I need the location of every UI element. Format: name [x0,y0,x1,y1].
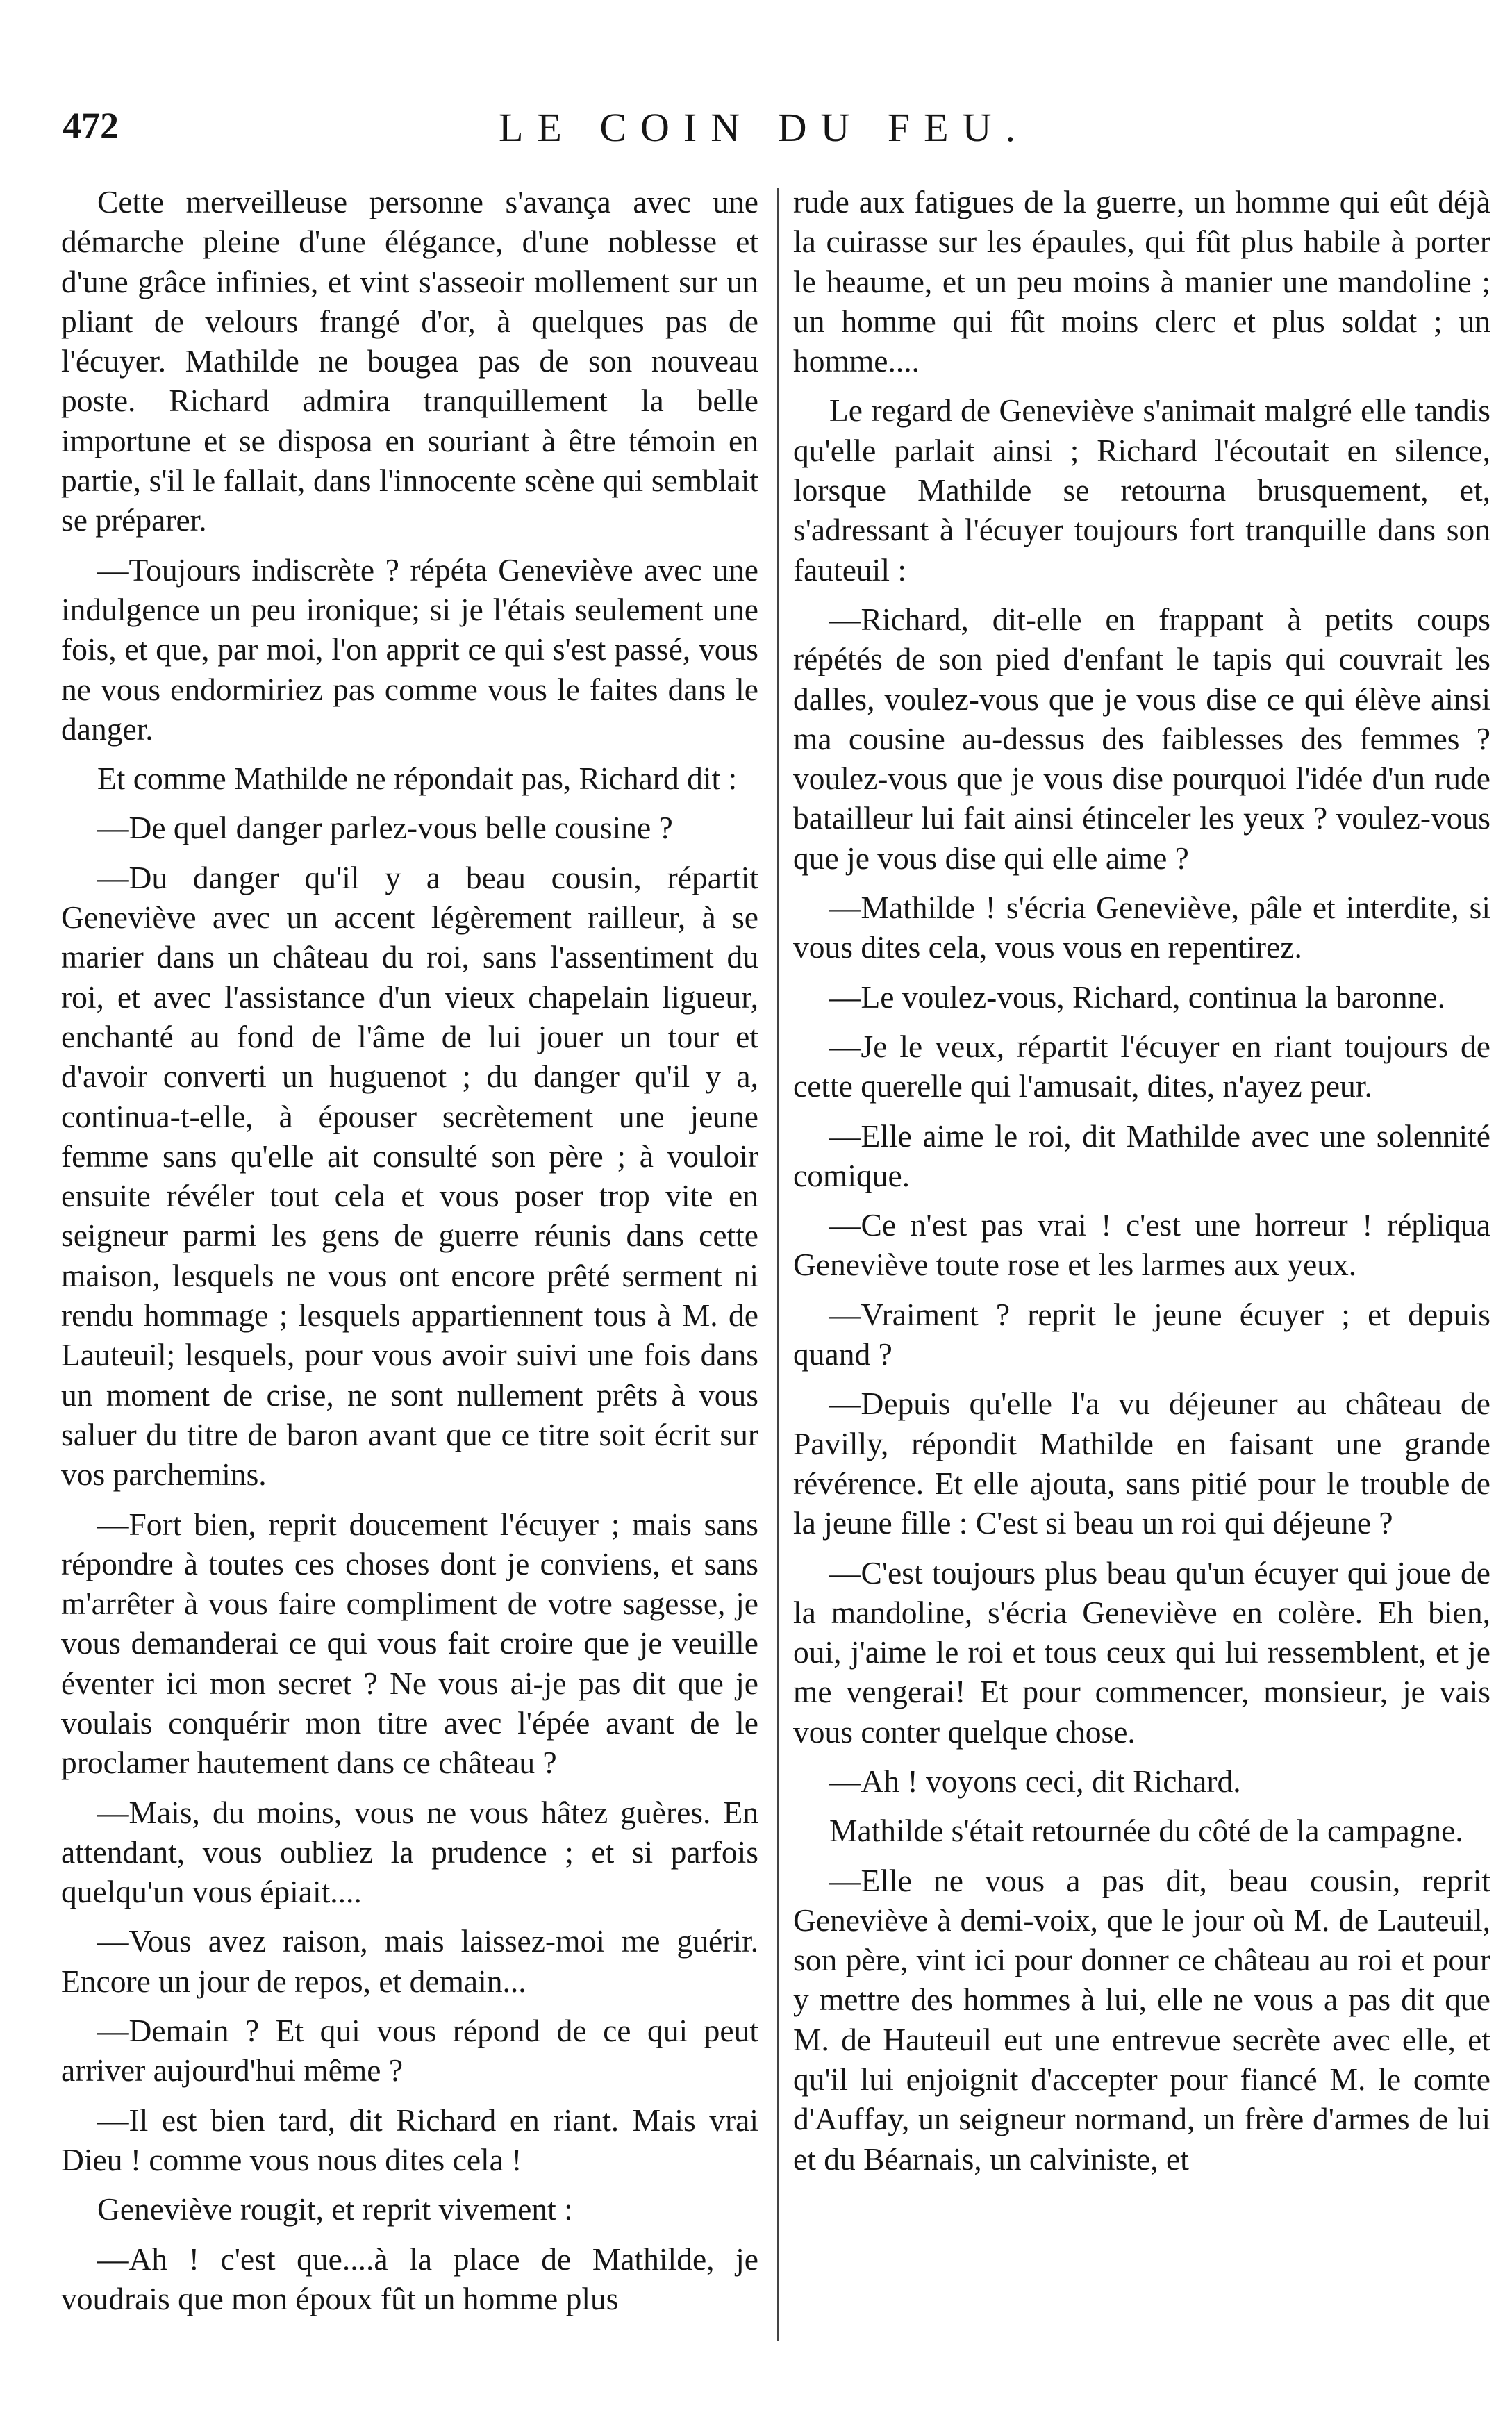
paragraph: —De quel danger parlez-vous belle cousine ? [97,810,673,846]
paragraph: —Depuis qu'elle l'a vu déjeuner au château de Pavilly, répondit Mathilde en faisant une grande révérence. Et elle ajouta, sans pitié pour le trouble de la jeune fille : C'est si beau un roi qui déjeune ? [793,1386,1490,1541]
paragraph: —Elle ne vous a pas dit, beau cousin, reprit Geneviève à demi-voix, que le jour où M. de Lauteuil, son père, vint ici pour donner ce château au roi et pour y mettre des hommes à lui, elle ne vous a pas dit que M. de Hauteuil eut une entrevue secrète avec elle, et qu'il lui enjoignit d'accepter pour fiancé M. le comte d'Auffay, un seigneur normand, un frère d'armes de lui et du Béarnais, un calviniste, et [793,1862,1490,2177]
paragraph: —Ah ! voyons ceci, dit Richard. [829,1763,1241,1799]
paragraph: —Mais, du moins, vous ne vous hâtez guères. En attendant, vous oubliez la prudence ; et si parfois quelqu'un vous épiait.... [61,1794,758,1910]
paragraph: Geneviève rougit, et reprit vivement : [97,2191,573,2227]
right-column [793,182,1490,2189]
paragraph: Mathilde s'était retournée du côté de la campagne. [829,1813,1463,1849]
paragraph: —Demain ? Et qui vous répond de ce qui peut arriver aujourd'hui même ? [61,2013,758,2089]
paragraph: —Je le veux, répartit l'écuyer en riant toujours de cette querelle qui l'amusait, dites, n'ayez peur. [793,1028,1490,1104]
paragraph: —Toujours indiscrète ? répéta Geneviève avec une indulgence un peu ironique; si je l'étais seulement une fois, et que, par moi, l'on apprit ce qui s'est passé, vous ne vous endormiriez pas comme vous le faites dans le danger. [61,551,758,747]
paragraph: —Ce n'est pas vrai ! c'est une horreur ! répliqua Geneviève toute rose et les larmes aux yeux. [793,1207,1490,1283]
paragraph: —C'est toujours plus beau qu'un écuyer qui joue de la mandoline, s'écria Geneviève en colère. Eh bien, oui, j'aime le roi et tous ceux qui lui ressemblent, et je me vengerai! Et pour commencer, monsieur, je vais vous conter quelque chose. [793,1554,1490,1750]
paragraph: —Fort bien, reprit doucement l'écuyer ; mais sans répondre à toutes ces choses dont je conviens, et sans m'arrêter à vous faire compliment de votre sagesse, je vous demanderai ce qui vous fait croire que je veuille éventer ici mon secret ? Ne vous ai-je pas dit que je voulais conquérir mon titre avec l'épée avant de le proclamer hautement dans ce château ? [61,1506,758,1781]
page-number: 472 [63,105,119,147]
paragraph: —Du danger qu'il y a beau cousin, répartit Geneviève avec un accent légèrement railleur, à se marier dans un château du roi, sans l'assentiment du roi, et avec l'assistance d'un vieux chapelain ligueur, enchanté au fond de l'âme de lui jouer un tour et d'avoir converti un huguenot ; du danger qu'il y a, continua-t-elle, à épouser secrètement une jeune femme sans qu'elle ait consulté son père ; à vouloir ensuite révéler tout cela et vous poser trop vite en seigneur parmi les gens de guerre réunis dans cette maison, lesquels ne vous ont encore prêté serment ni rendu hommage ; lesquels appartiennent tous à M. de Lauteuil; lesquels, pour vous avoir suivi une fois dans un moment de crise, ne sont nullement prêts à vous saluer du titre de baron avant que ce titre soit écrit sur vos parchemins. [61,859,758,1493]
paragraph: —Le voulez-vous, Richard, continua la baronne. [829,979,1445,1015]
paragraph: —Ah ! c'est que....à la place de Mathilde, je voudrais que mon époux fût un homme plus [61,2241,758,2316]
continued-paragraph: rude aux fatigues de la guerre, un homme qui eût déjà la cuirasse sur les épaules, qui fût plus habile à porter le heaume, et un peu moins à manier une mandoline ; un homme qui fût moins clerc et plus soldat ; un homme.... [793,184,1490,379]
paragraph: —Vraiment ? reprit le jeune écuyer ; et depuis quand ? [793,1296,1490,1372]
running-title: LE COIN DU FEU. [499,105,1029,150]
paragraph: —Richard, dit-elle en frappant à petits coups répétés de son pied d'enfant le tapis qui couvrait les dalles, voulez-vous que je vous dise ce qui élève ainsi ma cousine au-dessus des faiblesses des femmes ? voulez-vous que je vous dise pourquoi l'idée d'un rude batailleur lui fait ainsi étinceler les yeux ? voulez-vous que je vous dise qui elle aime ? [793,601,1490,876]
left-column [61,182,758,2328]
paragraph: Et comme Mathilde ne répondait pas, Richard dit : [97,761,738,797]
paragraph: —Il est bien tard, dit Richard en riant. Mais vrai Dieu ! comme vous nous dites cela ! [61,2102,758,2177]
paragraph: Cette merveilleuse personne s'avança avec une démarche pleine d'une élégance, d'une noblesse et d'une grâce infinies, et vint s'asseoir mollement sur un pliant de velours frangé d'or, à quelques pas de l'écuyer. Mathilde ne bougea pas de son nouveau poste. Richard admira tranquillement la belle importune et se disposa en souriant à être témoin en partie, s'il le fallait, dans l'innocente scène qui semblait se préparer. [61,184,758,538]
page-header [63,104,1465,160]
column-divider [777,188,779,2341]
paragraph: Le regard de Geneviève s'animait malgré elle tandis qu'elle parlait ainsi ; Richard l'écoutait en silence, lorsque Mathilde se retourna brusquement, et, s'adressant à l'écuyer toujours fort tranquille dans son fauteuil : [793,392,1490,588]
paragraph: —Vous avez raison, mais laissez-moi me guérir. Encore un jour de repos, et demain... [61,1923,758,1999]
paragraph: —Elle aime le roi, dit Mathilde avec une solennité comique. [793,1118,1490,1193]
paragraph: —Mathilde ! s'écria Geneviève, pâle et interdite, si vous dites cela, vous vous en repentirez. [793,890,1490,965]
